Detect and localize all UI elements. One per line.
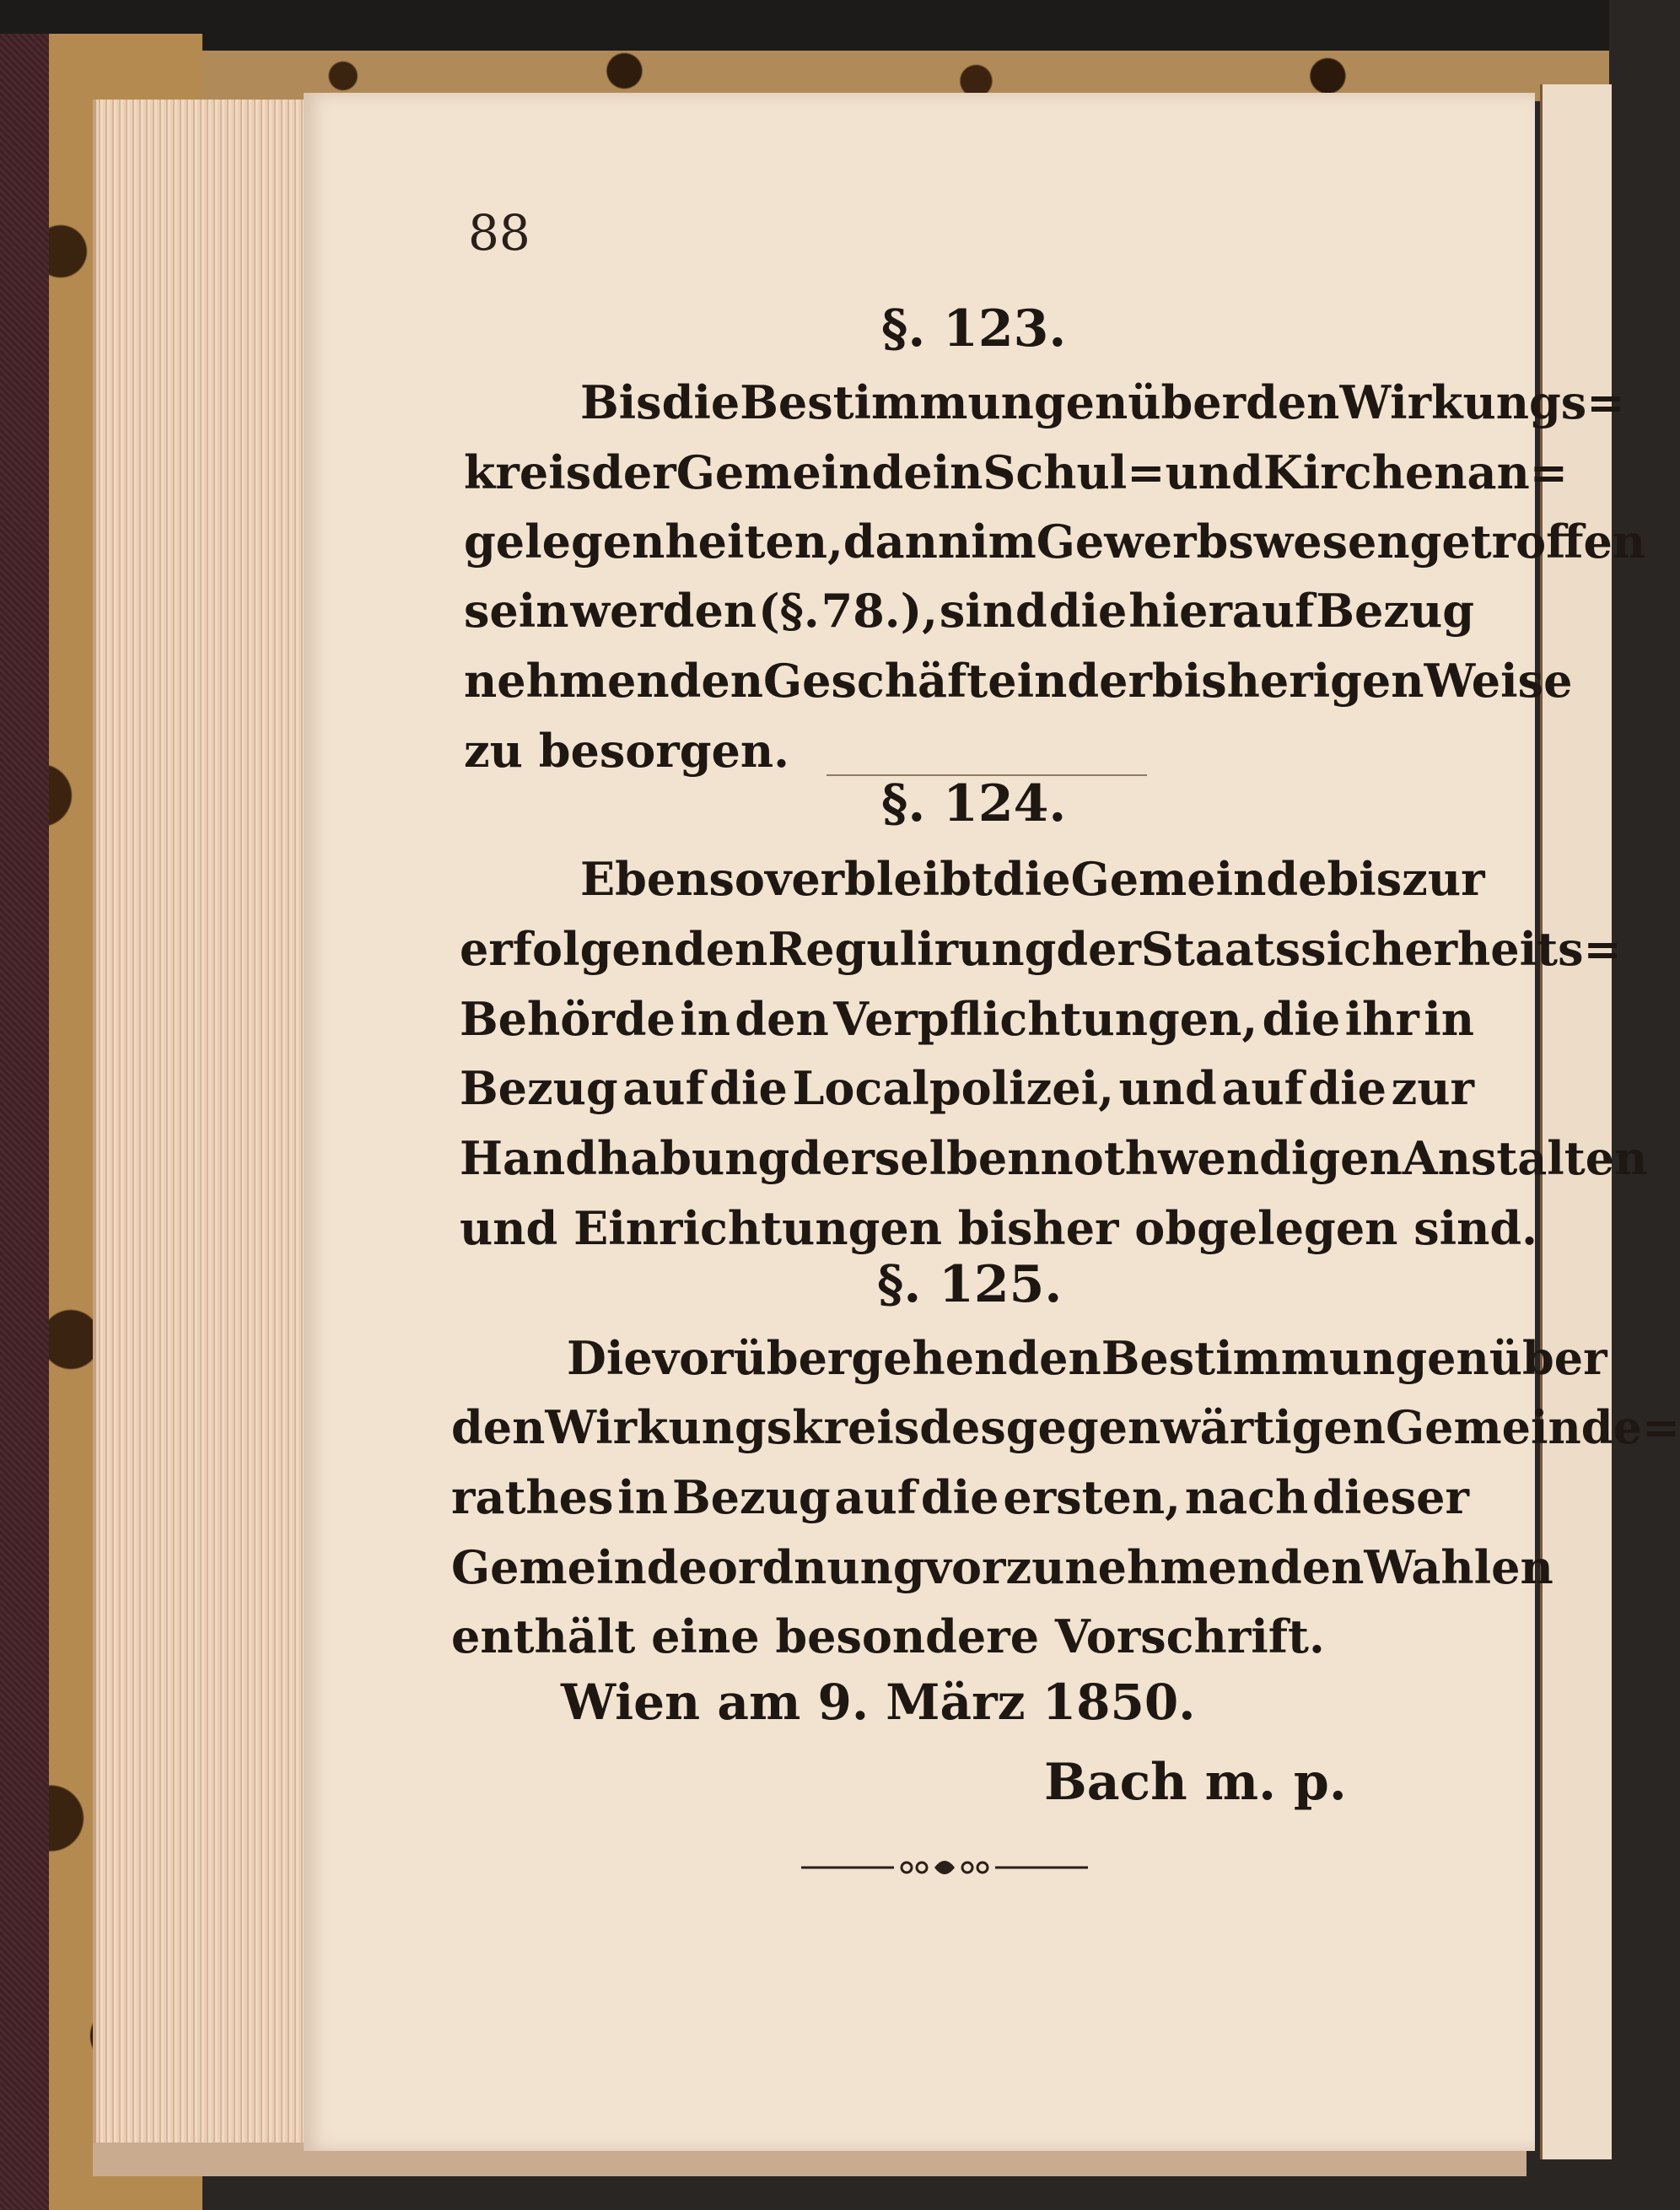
text-line: erfolgenden Regulirung der Staatssicherheits= [460,922,1622,976]
text-line: Bis die Bestimmungen über den Wirkungs= [580,375,1625,429]
background-top [0,0,1609,51]
text-line: Ebenso verbleibt die Gemeinde bis zur [580,852,1485,906]
text-line: rathes in Bezug auf die ersten, nach dieser [451,1470,1469,1524]
section-heading-124: §. 124. [881,774,1067,833]
text-line: Bezug auf die Localpolizei, und auf die zur [460,1061,1474,1115]
section-heading-123: §. 123. [881,299,1067,358]
leather-spine [0,34,49,2210]
section-heading-125: §. 125. [877,1255,1063,1314]
text-line: enthält eine besondere Vorschrift. [451,1609,1325,1663]
text-line: Die vorübergehenden Bestimmungen über [567,1331,1607,1385]
text-line: und Einrichtungen bisher obgelegen sind. [460,1201,1537,1255]
ornament-divider [801,1851,1088,1884]
text-line: Handhabung derselben nothwendigen Anstalten [460,1131,1648,1185]
text-line: gelegenheiten, dann im Gewerbswesen getroffen [464,515,1646,569]
page-number: 88 [468,204,530,261]
text-line: zu besorgen. [464,724,789,778]
text-line: sein werden (§. 78.), sind die hierauf Bezug [464,584,1474,638]
date-line: Wien am 9. März 1850. [561,1674,1196,1731]
signature: Bach m. p. [1044,1753,1347,1812]
text-line: den Wirkungskreis des gegenwärtigen Gemeinde= [451,1400,1680,1454]
page-edges [93,100,307,2175]
text-line: Behörde in den Verpflichtungen, die ihr in [460,992,1474,1046]
text-line: kreis der Gemeinde in Schul= und Kirchenan= [464,445,1568,499]
text-line: Gemeindeordnung vorzunehmenden Wahlen [451,1540,1553,1594]
text-line: nehmenden Geschäfte in der bisherigen Weise [464,654,1573,708]
